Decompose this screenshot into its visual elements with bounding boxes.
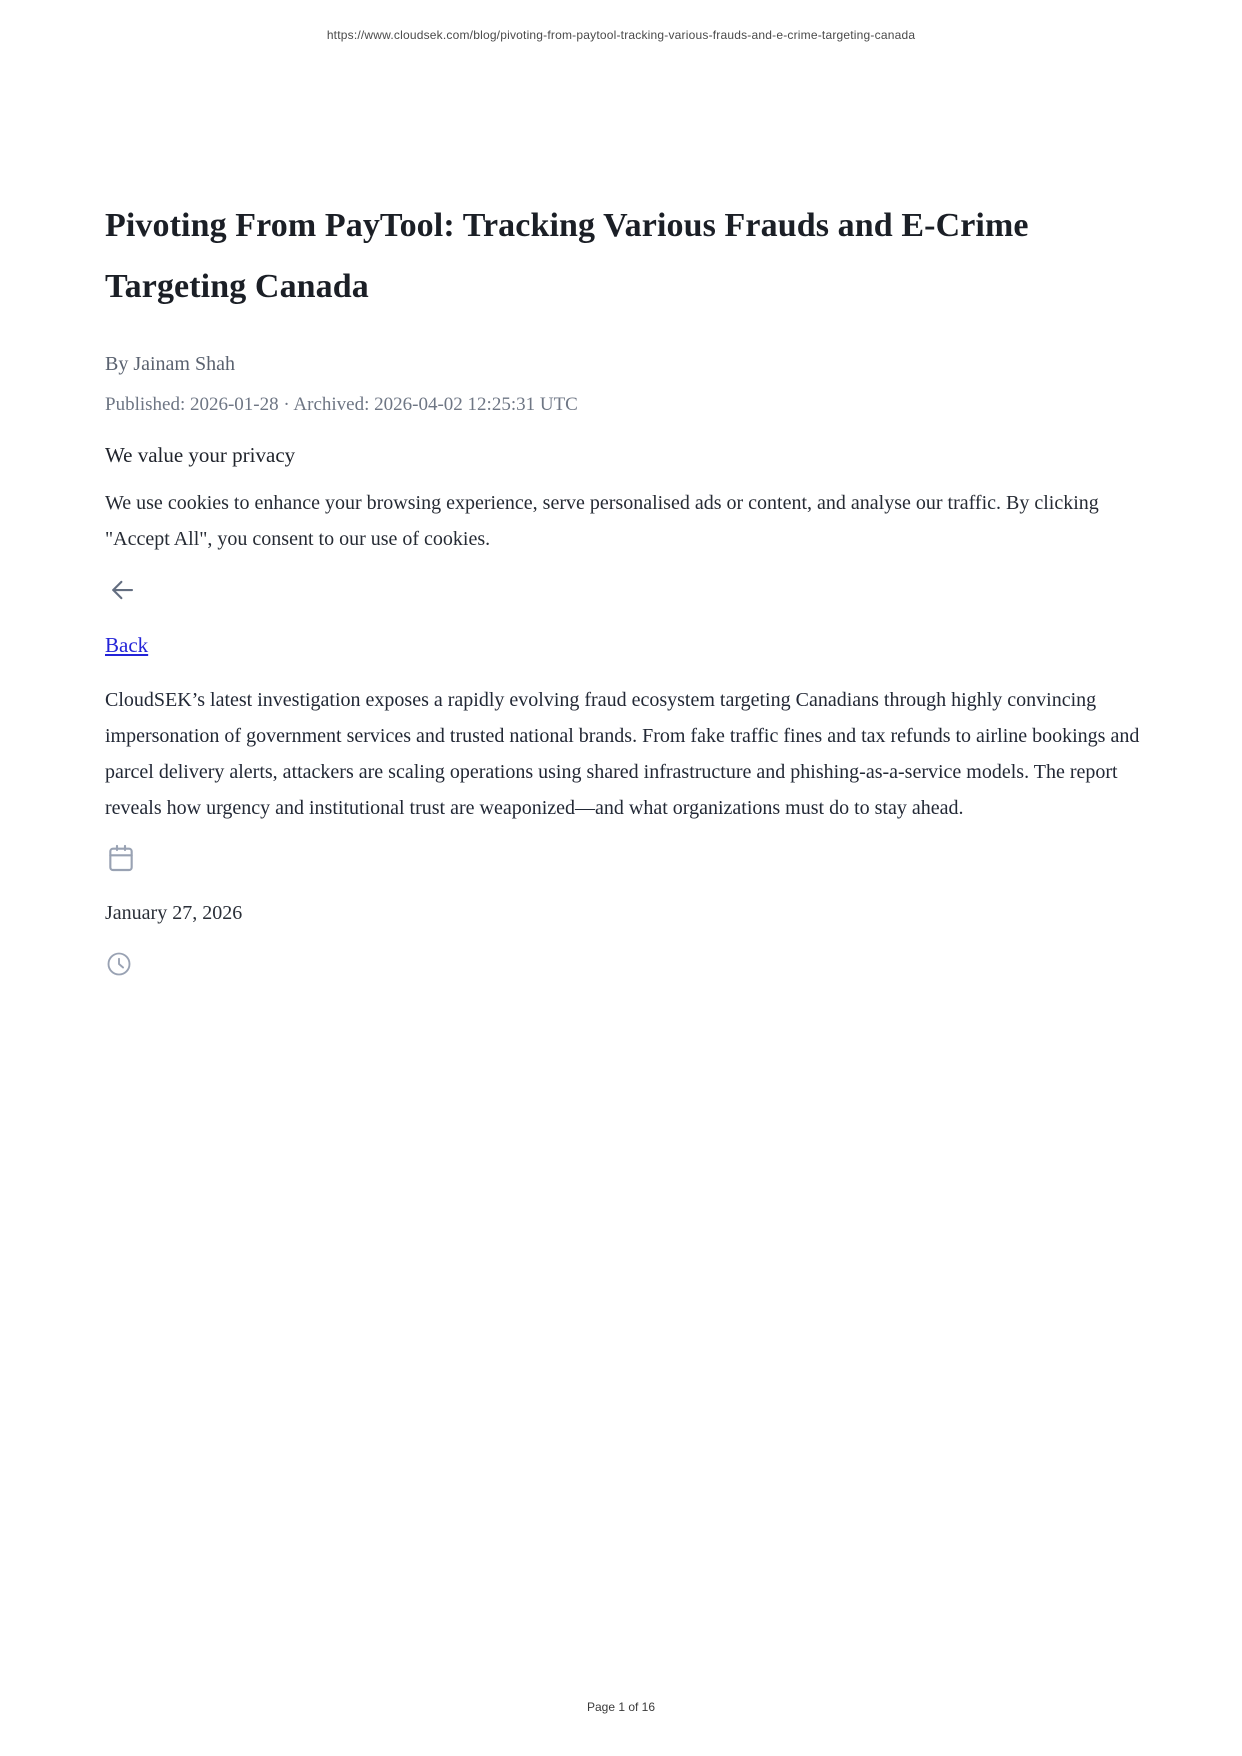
back-link[interactable]: Back [105,633,149,658]
publish-date: January 27, 2026 [105,902,243,925]
article-meta: Published: 2026-01-28 · Archived: 2026-04-02 12:25:31 UTC [105,394,578,416]
calendar-icon [105,842,137,874]
article-summary: CloudSEK’s latest investigation exposes a rapidly evolving fraud ecosystem targeting Canadians through highly convincing impersonation of government services and trusted national brands. From fake traffic fines and tax refunds to airline bookings and parcel delivery alerts, attackers are scaling operations using shared infrastructure and phishing-as-a-service models. The report reveals how urgency and institutional trust are weaponized—and what organizations must do to stay ahead. [105,689,1140,820]
clock-icon [105,950,133,978]
article-content [105,195,1140,978]
page-number: Page 1 of 16 [586,1700,656,1714]
article-title: Pivoting From PayTool: Tracking Various Frauds and E-Crime Targeting Canada [105,207,1029,306]
article-byline: By Jainam Shah [105,353,235,376]
privacy-heading: We value your privacy [105,443,296,468]
page-url-header: https://www.cloudsek.com/blog/pivoting-from-paytool-tracking-various-frauds-and-e-crime-targeting-canada [326,28,916,42]
cookie-consent-text: We use cookies to enhance your browsing experience, serve personalised ads or content, and analyse our traffic. By clicking "Accept All", you consent to our use of cookies. [105,492,1099,551]
back-arrow-icon[interactable] [105,575,139,605]
